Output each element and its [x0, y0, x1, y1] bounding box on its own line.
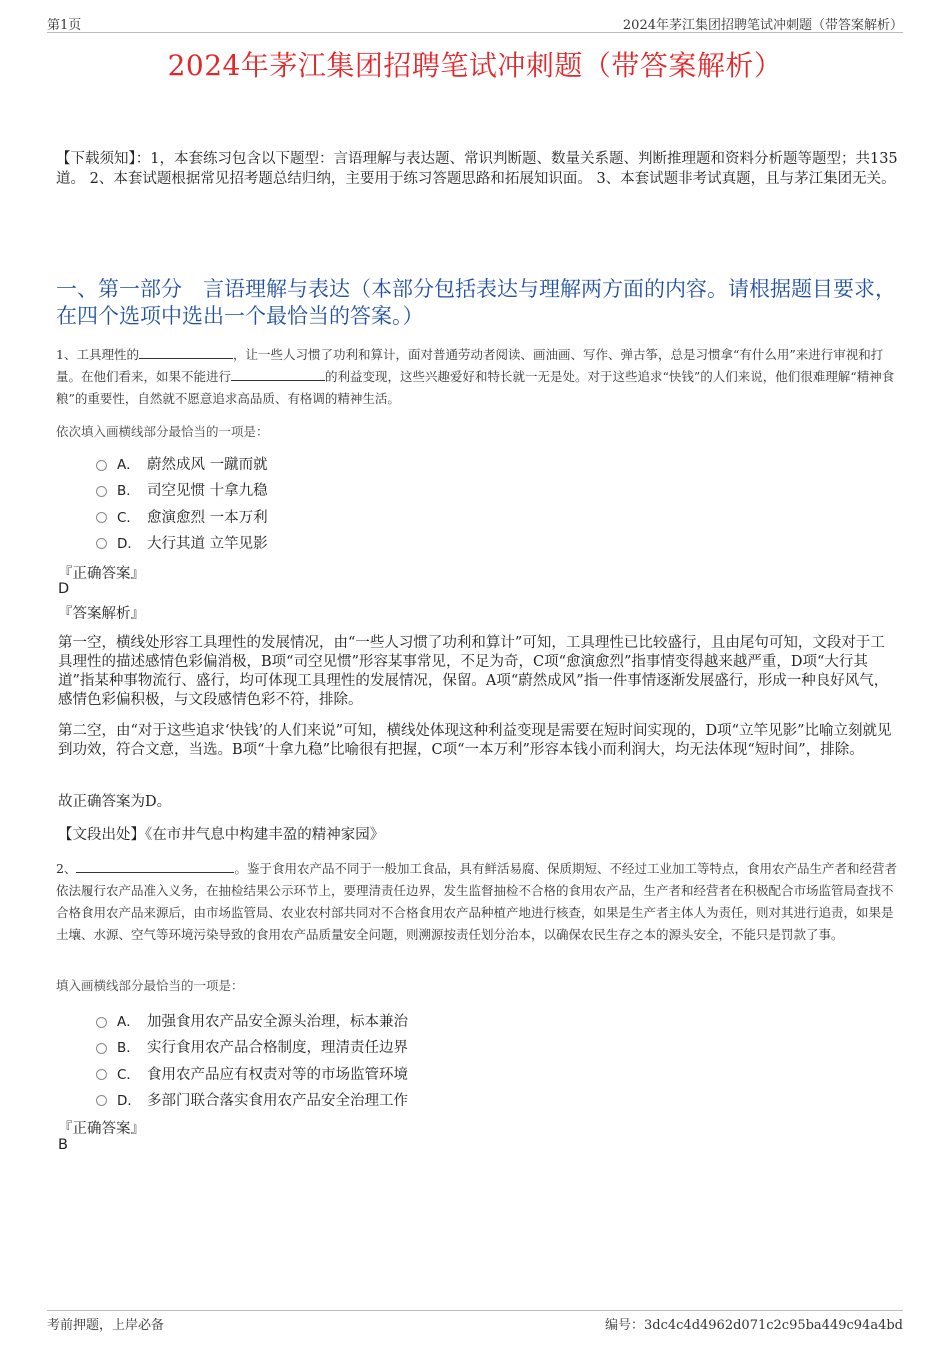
question-1-hint: 依次填入画横线部分最恰当的一项是：: [56, 424, 269, 439]
question-1-part-2: ，让一些人习惯了功利和算计，面对普通劳动者阅读、画油画、写作、弹古筝，总是习惯拿“有什么用”来进行审视和打量。在他们看来，如果不能进行: [56, 347, 884, 384]
question-2-part-2: 。鉴于食用农产品不同于一般加工食品，具有鲜活易腐、保质期短、不经过工业加工等特点，食用农产品生产者和经营者依法履行农产品准入义务，在抽检结果公示环节上，要理清责任边界，发生监督抽检不合格的食用农产品，生产者和经营者在积极配合市场监管局查找不合格食用农产品来源后，由市场监管局、农业农村部共同对不合格食用农产品种植产地进行核查，如果是生产者主体人为责任，则对其进行追责，如果是土壤、水源、空气等环境污染导致的食用农产品质量安全问题，则溯源按责任划分治本，以确保农民生存之本的源头安全，不能只是罚款了事。: [56, 861, 897, 942]
option-d[interactable]: D． 多部门联合落实食用农产品安全治理工作: [96, 1088, 408, 1114]
question-1-options: [96, 452, 268, 557]
question-1-analysis-2: 第二空，由“对于这些追求‘快钱’的人们来说”可知，横线处体现这种利益变现是需要在短时间实现的，D项“立竿见影”比喻立刻就见到功效，符合文意，当选。B项“十拿九稳”比喻很有把握，C项“一本万利”形容本钱小而利润大，均无法体现“短时间”，排除。: [58, 723, 892, 758]
footer-code: 编号：3dc4c4d4962d071c2c95ba449c94a4bd: [605, 1318, 903, 1333]
download-notice: 【下载须知】：1，本套练习包含以下题型：言语理解与表达题、常识判断题、数量关系题、判断推理题和资料分析题等题型；共135道。 2、本套试题根据常见招考题总结归纳，主要用于练习答题思路和拓展知识面。 3、本套试题非考试真题，且与茅江集团无关。: [56, 151, 898, 187]
footer-slogan: 考前押题，上岸必备: [47, 1318, 165, 1333]
question-2-answer: B: [58, 1137, 68, 1153]
radio-icon[interactable]: [96, 538, 107, 549]
question-2-hint: 填入画横线部分最恰当的一项是：: [56, 978, 244, 993]
radio-icon[interactable]: [96, 460, 107, 471]
footer-divider: [47, 1310, 903, 1311]
page-title: 2024年茅江集团招聘笔试冲刺题（带答案解析）: [167, 49, 783, 82]
option-a[interactable]: A． 加强食用农产品安全源头治理，标本兼治: [96, 1009, 408, 1035]
header-page-label: 第1页: [47, 18, 82, 33]
radio-icon[interactable]: [96, 1095, 107, 1106]
header-doc-name: 2024年茅江集团招聘笔试冲刺题（带答案解析）: [622, 18, 903, 33]
question-2-blank: [76, 858, 234, 873]
radio-icon[interactable]: [96, 1017, 107, 1028]
question-2-answer-label: 『正确答案』: [58, 1121, 145, 1137]
question-1-source: 【文段出处】《在市井气息中构建丰盈的精神家园》: [58, 827, 385, 843]
option-a[interactable]: A． 蔚然成风 一蹴而就: [96, 452, 268, 478]
question-1-answer-label: 『正确答案』: [58, 566, 145, 582]
option-c[interactable]: C． 愈演愈烈 一本万利: [96, 505, 268, 531]
question-1-blank-2: [231, 366, 325, 381]
option-b[interactable]: B． 实行食用农产品合格制度，理清责任边界: [96, 1035, 408, 1061]
question-1-part-1: 1、工具理性的: [56, 347, 139, 362]
question-1-part-3: 的利益变现，这些兴趣爱好和特长就一无是处。对于这些追求“快钱”的人们来说，他们很难理解“精神食粮”的重要性，自然就不愿意追求高品质、有格调的精神生活。: [56, 369, 895, 406]
question-1-analysis-1: 第一空，横线处形容工具理性的发展情况，由“一些人习惯了功利和算计”可知，工具理性已比较盛行，且由尾句可知，文段对于工具理性的描述感情色彩偏消极，B项“司空见惯”形容某事常见，不足为奇，C项“愈演愈烈”指事情变得越来越严重，D项“大行其道”指某种事物流行、盛行，均可体现工具理性的发展情况，保留。A项“蔚然成风”指一件事情逐渐发展盛行，形成一种良好风气，感情色彩偏积极，与文段感情色彩不符，排除。: [58, 635, 889, 708]
question-1-answer: D: [58, 581, 70, 597]
radio-icon[interactable]: [96, 1043, 107, 1054]
option-d[interactable]: D． 大行其道 立竿见影: [96, 531, 268, 557]
question-2-part-1: 2、: [56, 861, 77, 876]
question-2-stem: [56, 858, 898, 946]
question-2-options: [96, 1009, 408, 1114]
radio-icon[interactable]: [96, 486, 107, 497]
radio-icon[interactable]: [96, 1069, 107, 1080]
question-1-analysis-label: 『答案解析』: [58, 606, 145, 622]
question-1-blank-1: [139, 344, 233, 359]
header-divider: [47, 32, 903, 33]
section-title: 一、第一部分 言语理解与表达（本部分包括表达与理解两方面的内容。请根据题目要求，在四个选项中选出一个最恰当的答案。）: [56, 277, 896, 328]
option-c[interactable]: C． 食用农产品应有权责对等的市场监管环境: [96, 1062, 408, 1088]
question-1-conclusion: 故正确答案为D。: [58, 794, 172, 810]
option-b[interactable]: B． 司空见惯 十拿九稳: [96, 478, 268, 504]
radio-icon[interactable]: [96, 512, 107, 523]
question-1-stem: [56, 344, 898, 410]
